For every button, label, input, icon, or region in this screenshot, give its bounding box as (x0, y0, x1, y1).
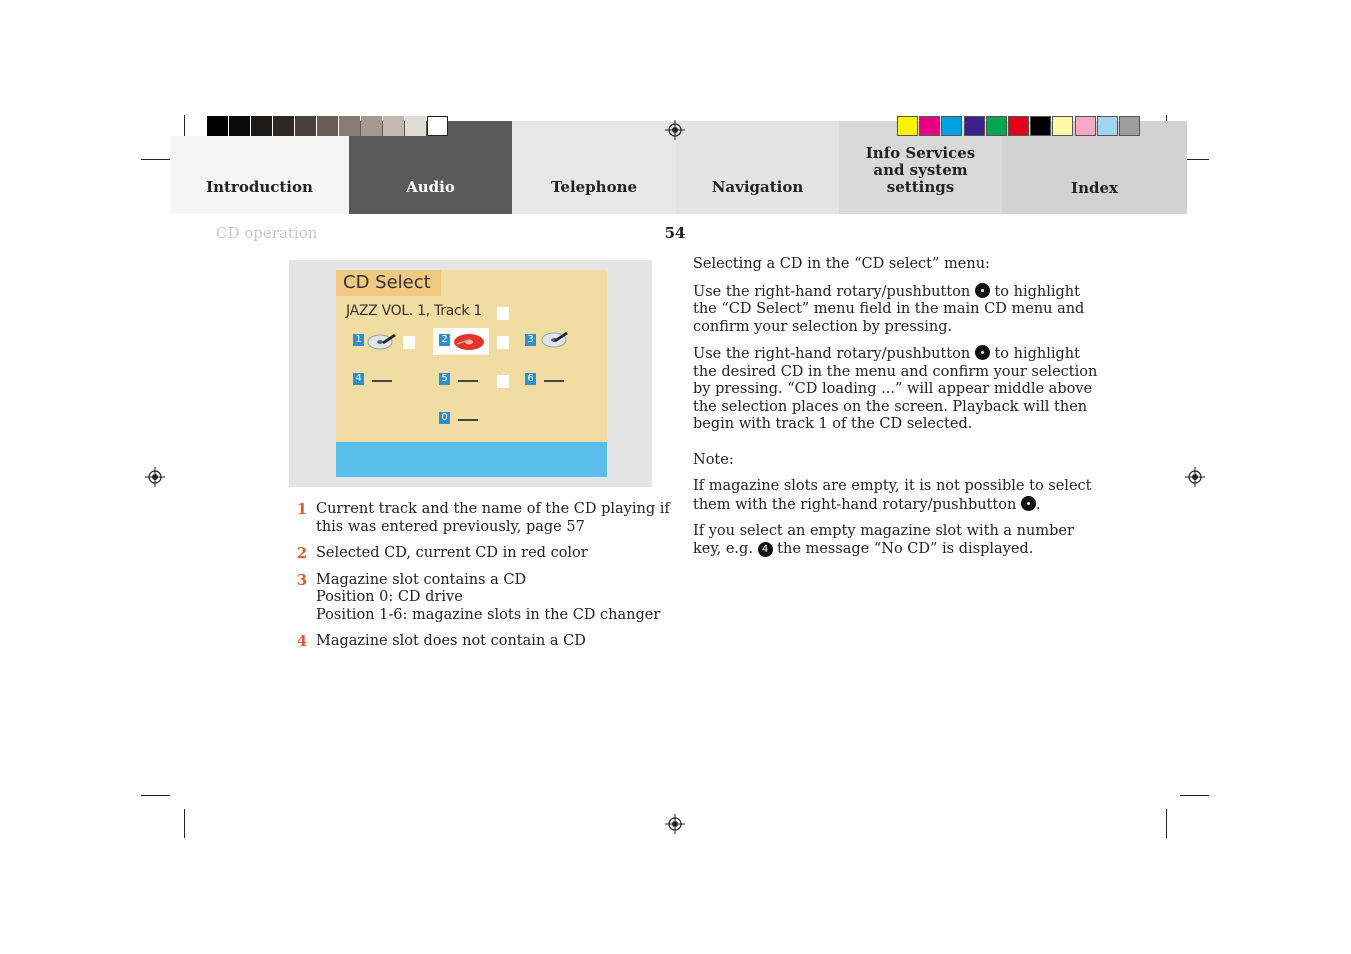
color-swatch (897, 116, 918, 136)
paragraph (693, 283, 1085, 337)
cd-select-screen (336, 270, 607, 477)
legend-line: this was entered previously, page 57 (316, 518, 585, 535)
grayscale-swatch (295, 116, 316, 136)
screen-track-line: JAZZ VOL. 1, Track 1 (346, 303, 482, 319)
color-swatch (964, 116, 985, 136)
registration-mark-icon (1185, 467, 1205, 487)
tab-label: Navigation (711, 178, 804, 196)
grayscale-swatch (317, 116, 338, 136)
registration-mark-icon (665, 814, 685, 834)
text: If you select an empty magazine slot with a number (693, 523, 1074, 539)
screen-title: CD Select (336, 270, 441, 296)
grayscale-swatch (251, 116, 272, 136)
crop-mark (1166, 809, 1167, 838)
text: the message “No CD” is displayed. (772, 540, 1034, 557)
callout-marker (497, 336, 509, 349)
body-text (693, 256, 1098, 567)
legend-number: 1 (297, 501, 308, 518)
color-swatch (1008, 116, 1029, 136)
note-paragraph (693, 478, 1092, 514)
text: them with the right-hand rotary/pushbutton (693, 496, 1021, 513)
registration-mark-icon (145, 467, 165, 487)
note-label: Note: (693, 451, 734, 468)
legend-number: 3 (297, 571, 308, 589)
slot-number: 3 (525, 334, 536, 346)
tab-label: Introduction (206, 178, 313, 196)
empty-slot-dash (372, 380, 392, 382)
tab-telephone[interactable] (512, 121, 676, 214)
legend-line: Magazine slot does not contain a CD (316, 633, 586, 649)
text: by pressing. “CD loading ...” will appear middle above (693, 381, 1093, 397)
color-swatch (941, 116, 962, 136)
crop-mark (184, 809, 185, 838)
text: the “CD Select” menu field in the main CD menu and (693, 301, 1085, 317)
grayscale-swatch (361, 116, 382, 136)
callout-marker (403, 336, 415, 349)
grayscale-swatch (339, 116, 360, 136)
text: to highlight (989, 283, 1080, 300)
rotary-pushbutton-icon (975, 345, 990, 360)
grayscale-swatch (427, 116, 448, 136)
slot-number: 1 (353, 334, 364, 346)
text: confirm your selection by pressing. (693, 318, 953, 335)
legend-line: Position 1-6: magazine slots in the CD changer (316, 606, 661, 623)
legend-item (297, 633, 657, 651)
tab-label: Info Services and system settings (865, 144, 976, 196)
legend-item (297, 545, 657, 563)
text: Use the right-hand rotary/pushbutton (693, 346, 975, 362)
cd-icon (366, 330, 398, 352)
color-swatch (1030, 116, 1051, 136)
tab-label: Telephone (550, 178, 638, 196)
grayscale-swatch (207, 116, 228, 136)
text: Use the right-hand rotary/pushbutton (693, 283, 975, 300)
paragraph (693, 345, 1098, 434)
slot-number: 5 (439, 373, 450, 385)
text: the desired CD in the menu and confirm your selection (693, 363, 1098, 380)
grayscale-swatch (383, 116, 404, 136)
rotary-pushbutton-icon (975, 283, 990, 298)
legend-number: 2 (297, 545, 308, 562)
text: key, e.g. (693, 540, 758, 557)
callout-marker (497, 375, 509, 388)
slot-number: 2 (439, 334, 450, 346)
text: If magazine slots are empty, it is not possible to select (693, 478, 1092, 494)
color-swatch (919, 116, 940, 136)
intro-paragraph: Selecting a CD in the “CD select” menu: (693, 256, 990, 272)
tab-label: Index (1071, 179, 1118, 197)
grayscale-swatch (229, 116, 250, 136)
legend-line: Selected CD, current CD in red color (316, 545, 588, 561)
grayscale-swatch (273, 116, 294, 136)
tab-label: Audio (406, 178, 455, 196)
grayscale-swatch (405, 116, 426, 136)
legend-line: Current track and the name of the CD playing if (316, 501, 670, 517)
tab-introduction[interactable] (170, 136, 349, 214)
legend-number: 4 (297, 633, 308, 650)
cd-icon (538, 328, 570, 350)
color-swatch (986, 116, 1007, 136)
slot-number: 4 (353, 373, 364, 385)
figure-legend (297, 501, 670, 660)
cd-red-icon (451, 330, 487, 352)
crop-mark (1180, 795, 1209, 796)
empty-slot-dash (458, 380, 478, 382)
legend-line: Magazine slot contains a CD (316, 571, 527, 588)
color-swatch (1075, 116, 1096, 136)
text: to highlight (989, 346, 1080, 362)
section-label: CD operation (216, 224, 318, 242)
legend-item (297, 501, 670, 536)
registration-mark-icon (665, 120, 685, 140)
color-swatch (1119, 116, 1140, 136)
crop-mark (141, 795, 170, 796)
slot-number: 0 (439, 412, 450, 424)
text: . (1035, 496, 1041, 513)
legend-item (297, 571, 661, 625)
number-key-icon: 4 (758, 542, 773, 557)
slot-number: 6 (525, 373, 536, 385)
color-swatch (1052, 116, 1073, 136)
note-paragraph (693, 523, 1074, 558)
text: begin with track 1 of the CD selected. (693, 416, 973, 432)
crop-mark (141, 159, 170, 160)
callout-marker (497, 307, 509, 320)
cd-select-figure (289, 260, 652, 487)
legend-line: Position 0: CD drive (316, 589, 463, 605)
rotary-pushbutton-icon (1021, 496, 1036, 511)
text: the selection places on the screen. Playback will then (693, 398, 1088, 415)
page-number: 54 (664, 224, 686, 242)
screen-status-bar (336, 442, 607, 477)
empty-slot-dash (544, 380, 564, 382)
tab-navigation[interactable] (676, 121, 839, 214)
empty-slot-dash (458, 419, 478, 421)
color-swatch (1097, 116, 1118, 136)
